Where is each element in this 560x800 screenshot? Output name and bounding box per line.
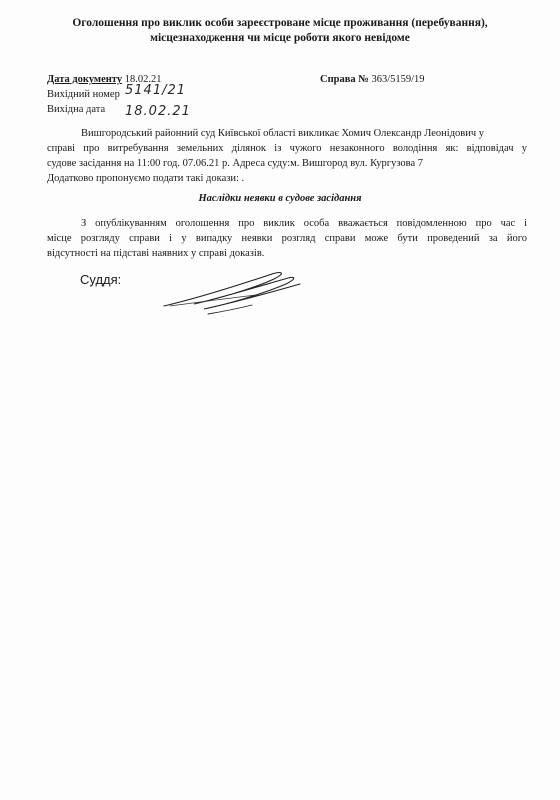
title-line-2: місцезнаходження чи місце роботи якого невідоме [150, 32, 410, 44]
case-label: Справа № [320, 74, 369, 85]
consequences-line-2: місце розгляду справи і у випадку неявки розгляд справи може бути проведений за його [47, 233, 527, 244]
doc-date-label: Дата документу [47, 74, 123, 85]
signature-stroke-underline [170, 295, 256, 306]
signature-stroke-main [164, 273, 300, 309]
outgoing-number-handwritten: 5141/21 [125, 83, 187, 98]
title-line-1: Оголошення про виклик особи зареєстроване місце проживання (перебування), [72, 17, 488, 29]
consequences-line-3: відсутності на підставі наявних у справі доказів. [47, 248, 265, 259]
judge-signature [160, 262, 310, 322]
outgoing-date-label: Вихідна дата [47, 104, 106, 115]
body-line-4: Додатково пропонуємо подати такі докази: . [47, 173, 245, 184]
consequences-body [47, 216, 527, 261]
consequences-heading: Наслідки неявки в судове засідання [198, 193, 362, 204]
outgoing-number-label: Вихідний номер [47, 89, 120, 100]
body-line-1: Вишгородський районний суд Київської області викликає Хомич Олександр Леонідович у [81, 128, 485, 139]
case-number [320, 72, 425, 87]
outgoing-date-row [47, 102, 191, 119]
case-value: 363/5159/19 [371, 74, 425, 85]
body-line-3: судове засідання на 11:00 год. 07.06.21 р. Адреса суду:м. Вишгород вул. Кургузова 7 [47, 158, 424, 169]
outgoing-date-handwritten: 18.02.21 [125, 104, 191, 119]
document-meta [47, 72, 191, 119]
notice-title [40, 16, 520, 46]
consequences-line-1: З опублікуванням оголошення про виклик особа вважається повідомленною про час і [81, 218, 527, 229]
body-line-2: справі про витребування земельних ділянок із чужого незаконного володіння як: відповідач у [47, 143, 527, 154]
outgoing-number-row [47, 83, 187, 102]
doc-date-value: 18.02.21 [124, 74, 162, 85]
judge-label: Суддя: [80, 272, 122, 287]
summons-body [47, 126, 527, 186]
